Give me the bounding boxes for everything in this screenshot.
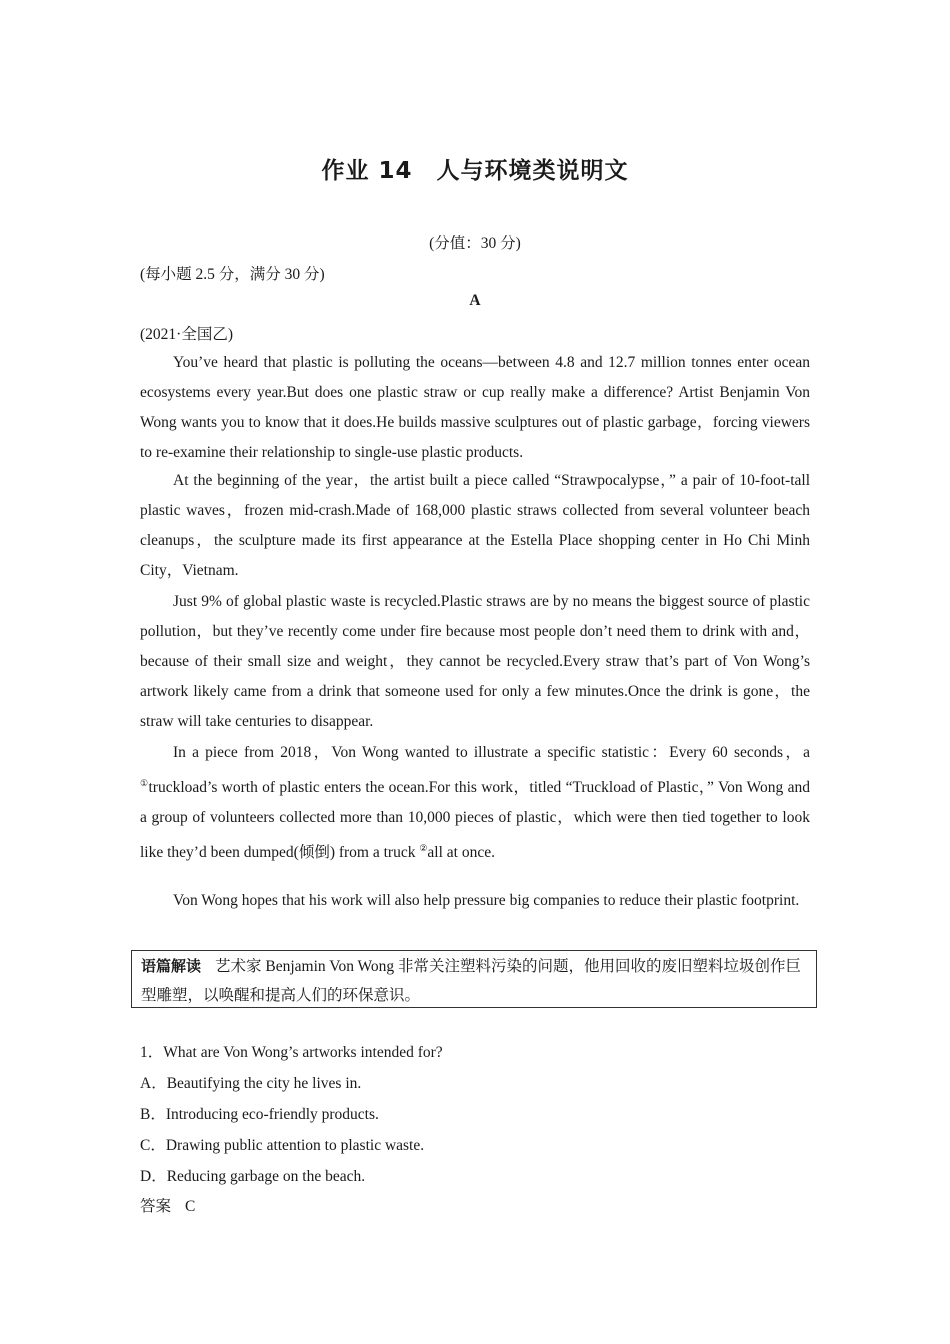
option-b: B．Introducing eco-friendly products. — [140, 1106, 379, 1123]
instruction-note: (每小题 2.5 分，满分 30 分) — [140, 266, 325, 283]
paragraph-4-part-a: In a piece from 2018，Von Wong wanted to illustrate a specific statistic：Every 60 seconds，a — [173, 744, 810, 761]
paragraph-4-part-c: all at once. — [427, 844, 495, 862]
option-a: A．Beautifying the city he lives in. — [140, 1075, 362, 1092]
page-title: 作业 14 人与环境类说明文 — [321, 158, 629, 184]
section-label: A — [469, 292, 481, 309]
passage-paragraph-1: You’ve heard that plastic is polluting the oceans—between 4.8 and 12.7 million tonnes enter ocean ecosystems every year.But does one plastic straw or cup really make a difference? Artist Benjamin Von Wong wants you to know that it does.He builds massive sculptures out of plastic garbage，forcing viewers to re-examine their relationship to single-use plastic products. — [140, 354, 810, 461]
option-d: D．Reducing garbage on the beach. — [140, 1168, 366, 1185]
option-c: C．Drawing public attention to plastic waste. — [140, 1137, 425, 1154]
analysis-label: 语篇解读 — [141, 957, 202, 975]
passage-paragraph-4 — [140, 738, 810, 868]
annotation-mark-2: ② — [419, 843, 428, 854]
passage-paragraph-2: At the beginning of the year，the artist built a piece called “Strawpocalypse，” a pair of 10-foot-tall plastic waves，frozen mid-crash.Made of 168,000 plastic straws collected from several volunteer beach cleanups，the sculpture made its first appearance at the Estella Place shopping center in Ho Chi Minh City，Vietnam. — [140, 472, 810, 579]
passage-source: (2021·全国乙) — [140, 326, 233, 343]
passage-paragraph-3: Just 9% of global plastic waste is recycled.Plastic straws are by no means the biggest source of plastic pollution，but they’ve recently come under fire because most people don’t need them to drink with and，because of their small size and weight，they cannot be recycled.Every straw that’s part of Von Wong’s artwork likely came from a drink that someone used for only a few minutes.Once the drink is gone，the straw will take centuries to disappear. — [140, 593, 810, 730]
analysis-text: 艺术家 Benjamin Von Wong 非常关注塑料污染的问题，他用回收的废旧塑料垃圾创作巨型雕塑，以唤醒和提高人们的环保意识。 — [141, 958, 802, 1004]
answer-label: 答案 — [140, 1197, 172, 1215]
annotation-mark-1: ① — [140, 778, 149, 788]
analysis-box — [131, 950, 817, 1008]
question-stem: 1．What are Von Wong’s artworks intended for? — [140, 1044, 443, 1061]
answer-value: C — [185, 1198, 196, 1215]
answer-line — [140, 1194, 195, 1216]
passage-paragraph-5: Von Wong hopes that his work will also help pressure big companies to reduce their plastic footprint. — [173, 892, 800, 909]
paragraph-4-part-b: truckload’s worth of plastic enters the ocean.For this work，titled “Truckload of Plastic，” Von Wong and a group of volunteers collected more than 10,000 pieces of plastic，which were then tied together to look like they’d been dumped(倾倒) from a truck — [140, 779, 810, 862]
score-note: (分值：30 分) — [429, 235, 521, 252]
